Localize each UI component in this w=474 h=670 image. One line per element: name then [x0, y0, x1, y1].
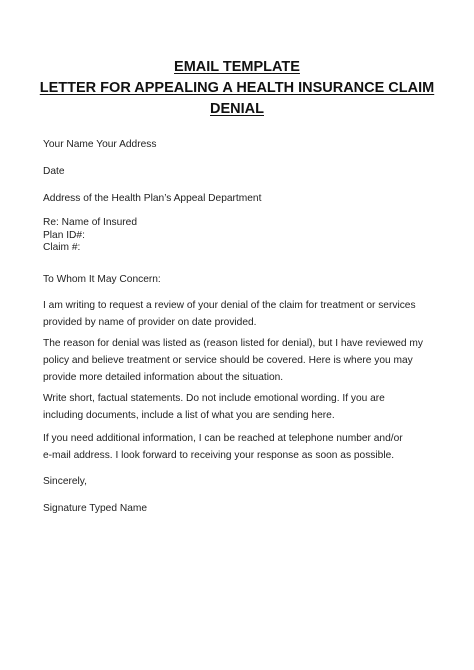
closing: Sincerely, [43, 476, 87, 487]
paragraph-line: policy and believe treatment or service should be covered. Here is where you may [43, 355, 413, 366]
paragraph-line: provided by name of provider on date provided. [43, 317, 257, 328]
sender-line: Your Name Your Address [43, 139, 157, 150]
reference-line: Re: Name of Insured [43, 217, 137, 228]
document-title-line-2: LETTER FOR APPEALING A HEALTH INSURANCE CLAIM [39, 80, 435, 96]
paragraph-line: provide more detailed information about the situation. [43, 372, 284, 383]
document-title-line-1: EMAIL TEMPLATE [174, 59, 300, 75]
paragraph-line: If you need additional information, I can be reached at telephone number and/or [43, 433, 403, 444]
document-title-line-3: DENIAL [210, 101, 264, 117]
paragraph-request [43, 297, 443, 331]
reference-block [43, 217, 443, 255]
reference-line: Plan ID#: [43, 229, 85, 241]
paragraph-contact [43, 430, 443, 464]
date-line: Date [43, 166, 65, 177]
salutation: To Whom It May Concern: [43, 274, 161, 285]
paragraph-line: I am writing to request a review of your denial of the claim for treatment or services [43, 300, 416, 311]
paragraph-reason [43, 335, 443, 386]
paragraph-guidance [43, 390, 443, 424]
paragraph-line: Write short, factual statements. Do not include emotional wording. If you are [43, 393, 385, 404]
paragraph-line: The reason for denial was listed as (reason listed for denial), but I have reviewed my [43, 338, 423, 349]
recipient-line: Address of the Health Plan’s Appeal Department [43, 193, 262, 204]
signature: Signature Typed Name [43, 503, 148, 514]
reference-line: Claim #: [43, 242, 81, 253]
paragraph-line: including documents, include a list of what you are sending here. [43, 410, 335, 421]
paragraph-line: e-mail address. I look forward to receiving your response as soon as possible. [43, 450, 395, 461]
